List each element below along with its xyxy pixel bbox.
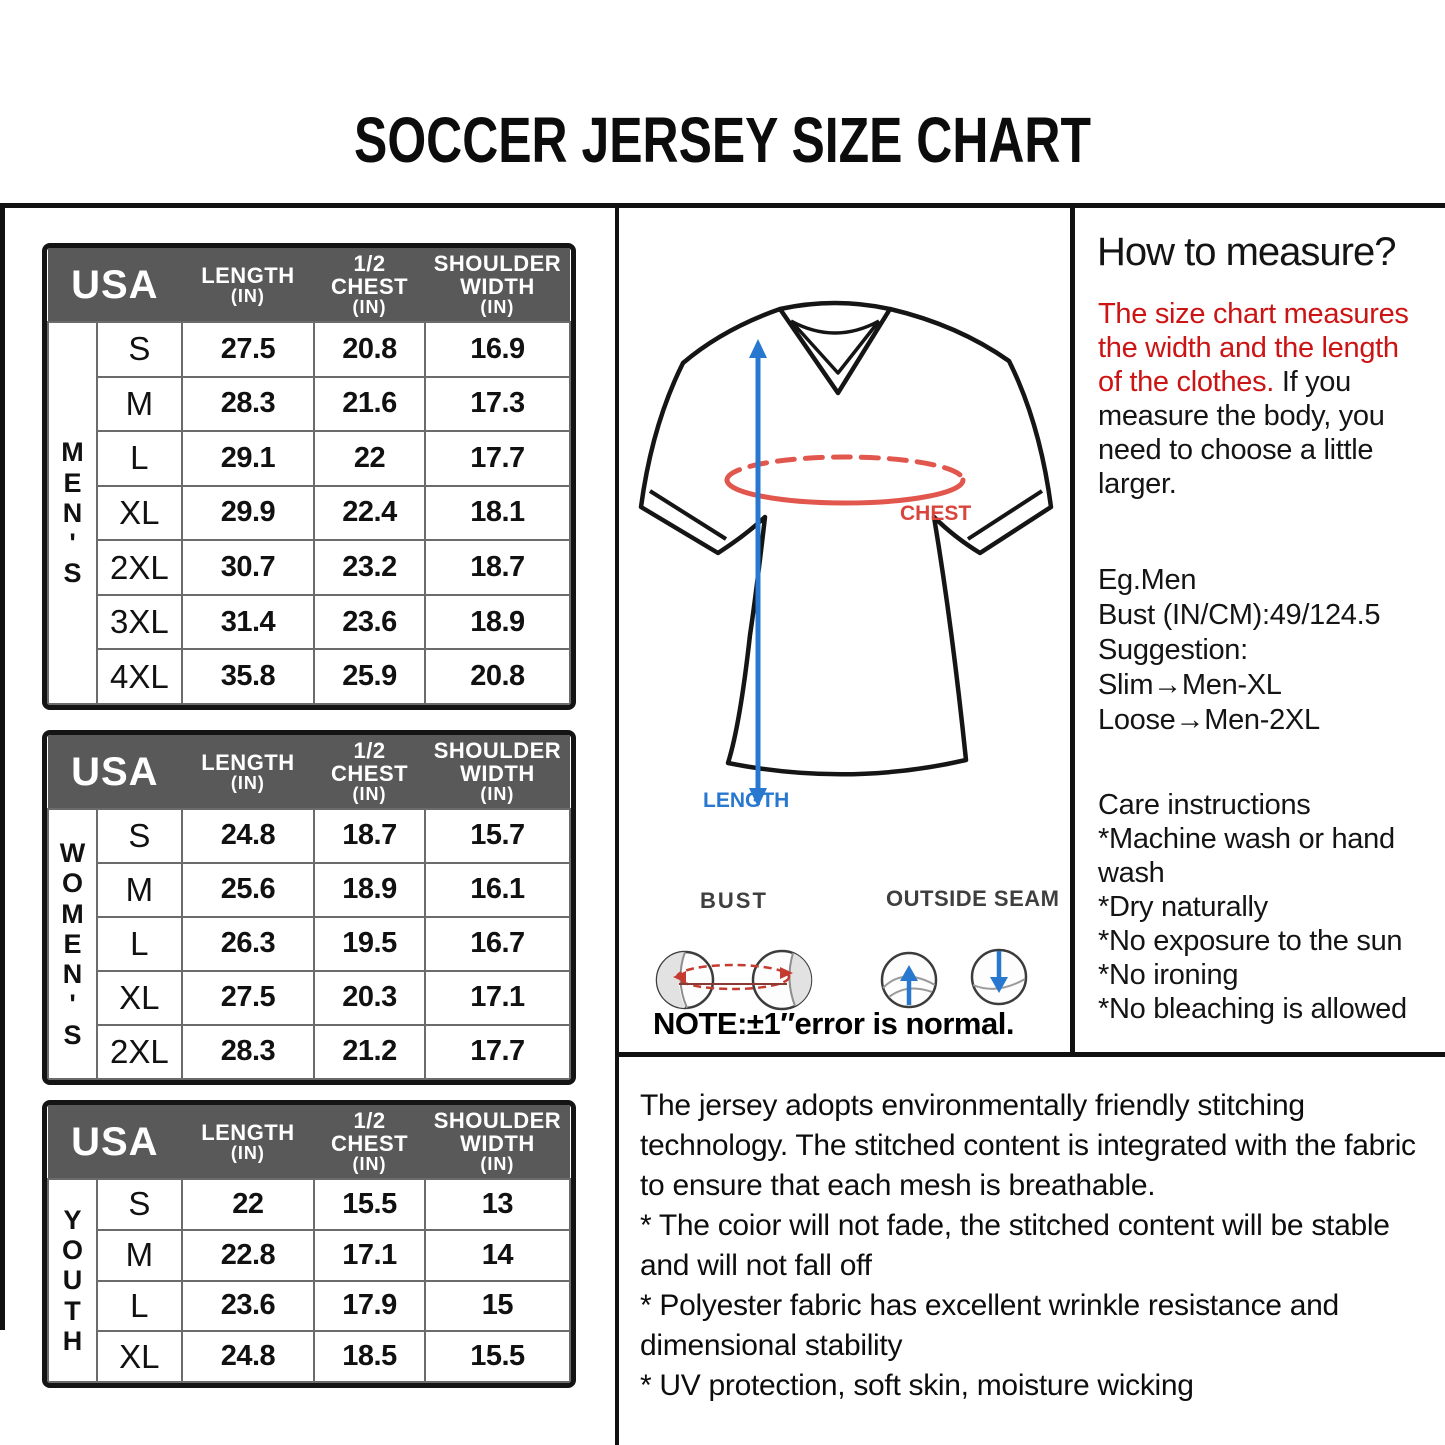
value-cell: 29.1 (182, 431, 315, 486)
middle-rule (619, 1052, 1445, 1057)
chest-header: 1/2 CHEST (IN) (314, 248, 425, 322)
table-row (48, 917, 570, 971)
table-row (48, 431, 570, 486)
table-row (48, 1230, 570, 1281)
value-cell: 18.9 (314, 863, 425, 917)
header-row (48, 735, 570, 809)
size-cell: S (97, 1179, 182, 1230)
value-cell: 26.3 (182, 917, 315, 971)
care-line: *Dry naturally (1098, 891, 1268, 923)
table-row (48, 322, 570, 377)
group-label: Y O U T H (48, 1179, 97, 1382)
usa-header: USA (48, 1105, 182, 1179)
table-row (48, 971, 570, 1025)
value-cell: 17.9 (314, 1281, 425, 1332)
how-to-measure-heading: How to measure? (1097, 230, 1396, 274)
value-cell: 22.4 (314, 486, 425, 541)
header-row (48, 1105, 570, 1179)
value-cell: 15.5 (314, 1179, 425, 1230)
value-cell: 16.9 (425, 322, 570, 377)
example-line: Eg.Men (1098, 564, 1197, 596)
value-cell: 20.8 (425, 649, 570, 704)
value-cell: 16.1 (425, 863, 570, 917)
fabric-line: The jersey adopts environmentally friendly stitching technology. The stitched content is integrated with the fabric to ensure that each mesh is breathable. (640, 1089, 1416, 1202)
table-row (48, 540, 570, 595)
chest-header: 1/2 CHEST (IN) (314, 735, 425, 809)
size-cell: 4XL (97, 649, 182, 704)
value-cell: 21.2 (314, 1025, 425, 1079)
value-cell: 17.3 (425, 377, 570, 432)
tolerance-note: NOTE:±1″error is normal. (653, 1006, 1014, 1041)
value-cell: 18.5 (314, 1331, 425, 1382)
shoulder-header: SHOULDER WIDTH (IN) (425, 248, 570, 322)
value-cell: 24.8 (182, 1331, 315, 1382)
top-rule (0, 203, 1445, 208)
fabric-line: * The coior will not fade, the stitched content will be stable and will not fall off (640, 1209, 1390, 1282)
value-cell: 17.7 (425, 431, 570, 486)
size-cell: XL (97, 486, 182, 541)
size-cell: L (97, 917, 182, 971)
size-cell: 2XL (97, 1025, 182, 1079)
value-cell: 15.7 (425, 809, 570, 863)
header-row (48, 248, 570, 322)
value-cell: 17.1 (314, 1230, 425, 1281)
length-header: LENGTH (IN) (182, 735, 315, 809)
table-row (48, 1331, 570, 1382)
womens-size-table (42, 730, 576, 1085)
example-line: Slim→Men-XL (1098, 669, 1282, 701)
mens-size-table (42, 243, 576, 710)
value-cell: 24.8 (182, 809, 315, 863)
care-line: *No exposure to the sun (1098, 925, 1403, 957)
usa-header: USA (48, 248, 182, 322)
shoulder-header: SHOULDER WIDTH (IN) (425, 735, 570, 809)
value-cell: 27.5 (182, 322, 315, 377)
value-cell: 30.7 (182, 540, 315, 595)
value-cell: 20.8 (314, 322, 425, 377)
left-border (0, 205, 5, 1330)
value-cell: 22 (314, 431, 425, 486)
value-cell: 16.7 (425, 917, 570, 971)
care-block (1098, 788, 1428, 1026)
size-cell: S (97, 809, 182, 863)
example-line: Suggestion: (1098, 634, 1248, 666)
value-cell: 35.8 (182, 649, 315, 704)
fabric-line: * Polyester fabric has excellent wrinkle resistance and dimensional stability (640, 1289, 1339, 1362)
table-row (48, 1025, 570, 1079)
table-row (48, 486, 570, 541)
value-cell: 14 (425, 1230, 570, 1281)
bust-label: BUST (700, 888, 768, 913)
fabric-description (640, 1086, 1435, 1406)
table-row (48, 809, 570, 863)
size-cell: M (97, 863, 182, 917)
value-cell: 23.6 (182, 1281, 315, 1332)
value-cell: 20.3 (314, 971, 425, 1025)
value-cell: 22.8 (182, 1230, 315, 1281)
value-cell: 22 (182, 1179, 315, 1230)
length-label: LENGTH (703, 789, 790, 810)
chest-header: 1/2 CHEST (IN) (314, 1105, 425, 1179)
fabric-line: * UV protection, soft skin, moisture wicking (640, 1369, 1194, 1402)
jersey-outline (641, 303, 1051, 774)
example-block (1098, 563, 1380, 738)
care-line: *No ironing (1098, 959, 1239, 991)
page-title: SOCCER JERSEY SIZE CHART (354, 104, 1091, 176)
size-cell: L (97, 1281, 182, 1332)
care-heading: Care instructions (1098, 789, 1311, 821)
value-cell: 27.5 (182, 971, 315, 1025)
size-cell: XL (97, 971, 182, 1025)
value-cell: 15 (425, 1281, 570, 1332)
table-row (48, 1179, 570, 1230)
group-label: W O M E N ' S (48, 809, 97, 1079)
measure-note-black: If you measure the body, you need to choose a little larger. (1098, 366, 1385, 500)
size-cell: M (97, 377, 182, 432)
length-header: LENGTH (IN) (182, 248, 315, 322)
care-line: *Machine wash or hand wash (1098, 823, 1395, 889)
value-cell: 25.9 (314, 649, 425, 704)
usa-header: USA (48, 735, 182, 809)
example-line: Bust (IN/CM):49/124.5 (1098, 599, 1381, 631)
how-to-measure-paragraph (1098, 297, 1416, 501)
length-header: LENGTH (IN) (182, 1105, 315, 1179)
youth-size-table (42, 1100, 576, 1388)
column-divider-left (615, 205, 619, 1445)
value-cell: 13 (425, 1179, 570, 1230)
value-cell: 18.1 (425, 486, 570, 541)
group-label: M E N ' S (48, 322, 97, 704)
table-row (48, 863, 570, 917)
jersey-diagram (628, 295, 1064, 810)
shoulder-header: SHOULDER WIDTH (IN) (425, 1105, 570, 1179)
value-cell: 18.7 (425, 540, 570, 595)
size-cell: L (97, 431, 182, 486)
example-line: Loose→Men-2XL (1098, 704, 1320, 736)
value-cell: 29.9 (182, 486, 315, 541)
table-row (48, 649, 570, 704)
value-cell: 28.3 (182, 1025, 315, 1079)
size-cell: 2XL (97, 540, 182, 595)
value-cell: 25.6 (182, 863, 315, 917)
outside-seam-label: OUTSIDE SEAM (886, 886, 1060, 911)
measure-note-red: The size chart measures the width and the length of the clothes. (1098, 298, 1409, 398)
value-cell: 31.4 (182, 595, 315, 650)
size-cell: S (97, 322, 182, 377)
value-cell: 28.3 (182, 377, 315, 432)
value-cell: 21.6 (314, 377, 425, 432)
chest-label: CHEST (900, 502, 972, 525)
size-cell: 3XL (97, 595, 182, 650)
table-row (48, 377, 570, 432)
value-cell: 18.9 (425, 595, 570, 650)
size-cell: M (97, 1230, 182, 1281)
table-row (48, 595, 570, 650)
value-cell: 19.5 (314, 917, 425, 971)
value-cell: 17.7 (425, 1025, 570, 1079)
value-cell: 15.5 (425, 1331, 570, 1382)
value-cell: 18.7 (314, 809, 425, 863)
value-cell: 17.1 (425, 971, 570, 1025)
value-cell: 23.6 (314, 595, 425, 650)
column-divider-right (1070, 205, 1075, 1056)
table-row (48, 1281, 570, 1332)
size-cell: XL (97, 1331, 182, 1382)
care-line: *No bleaching is allowed (1098, 993, 1407, 1025)
value-cell: 23.2 (314, 540, 425, 595)
